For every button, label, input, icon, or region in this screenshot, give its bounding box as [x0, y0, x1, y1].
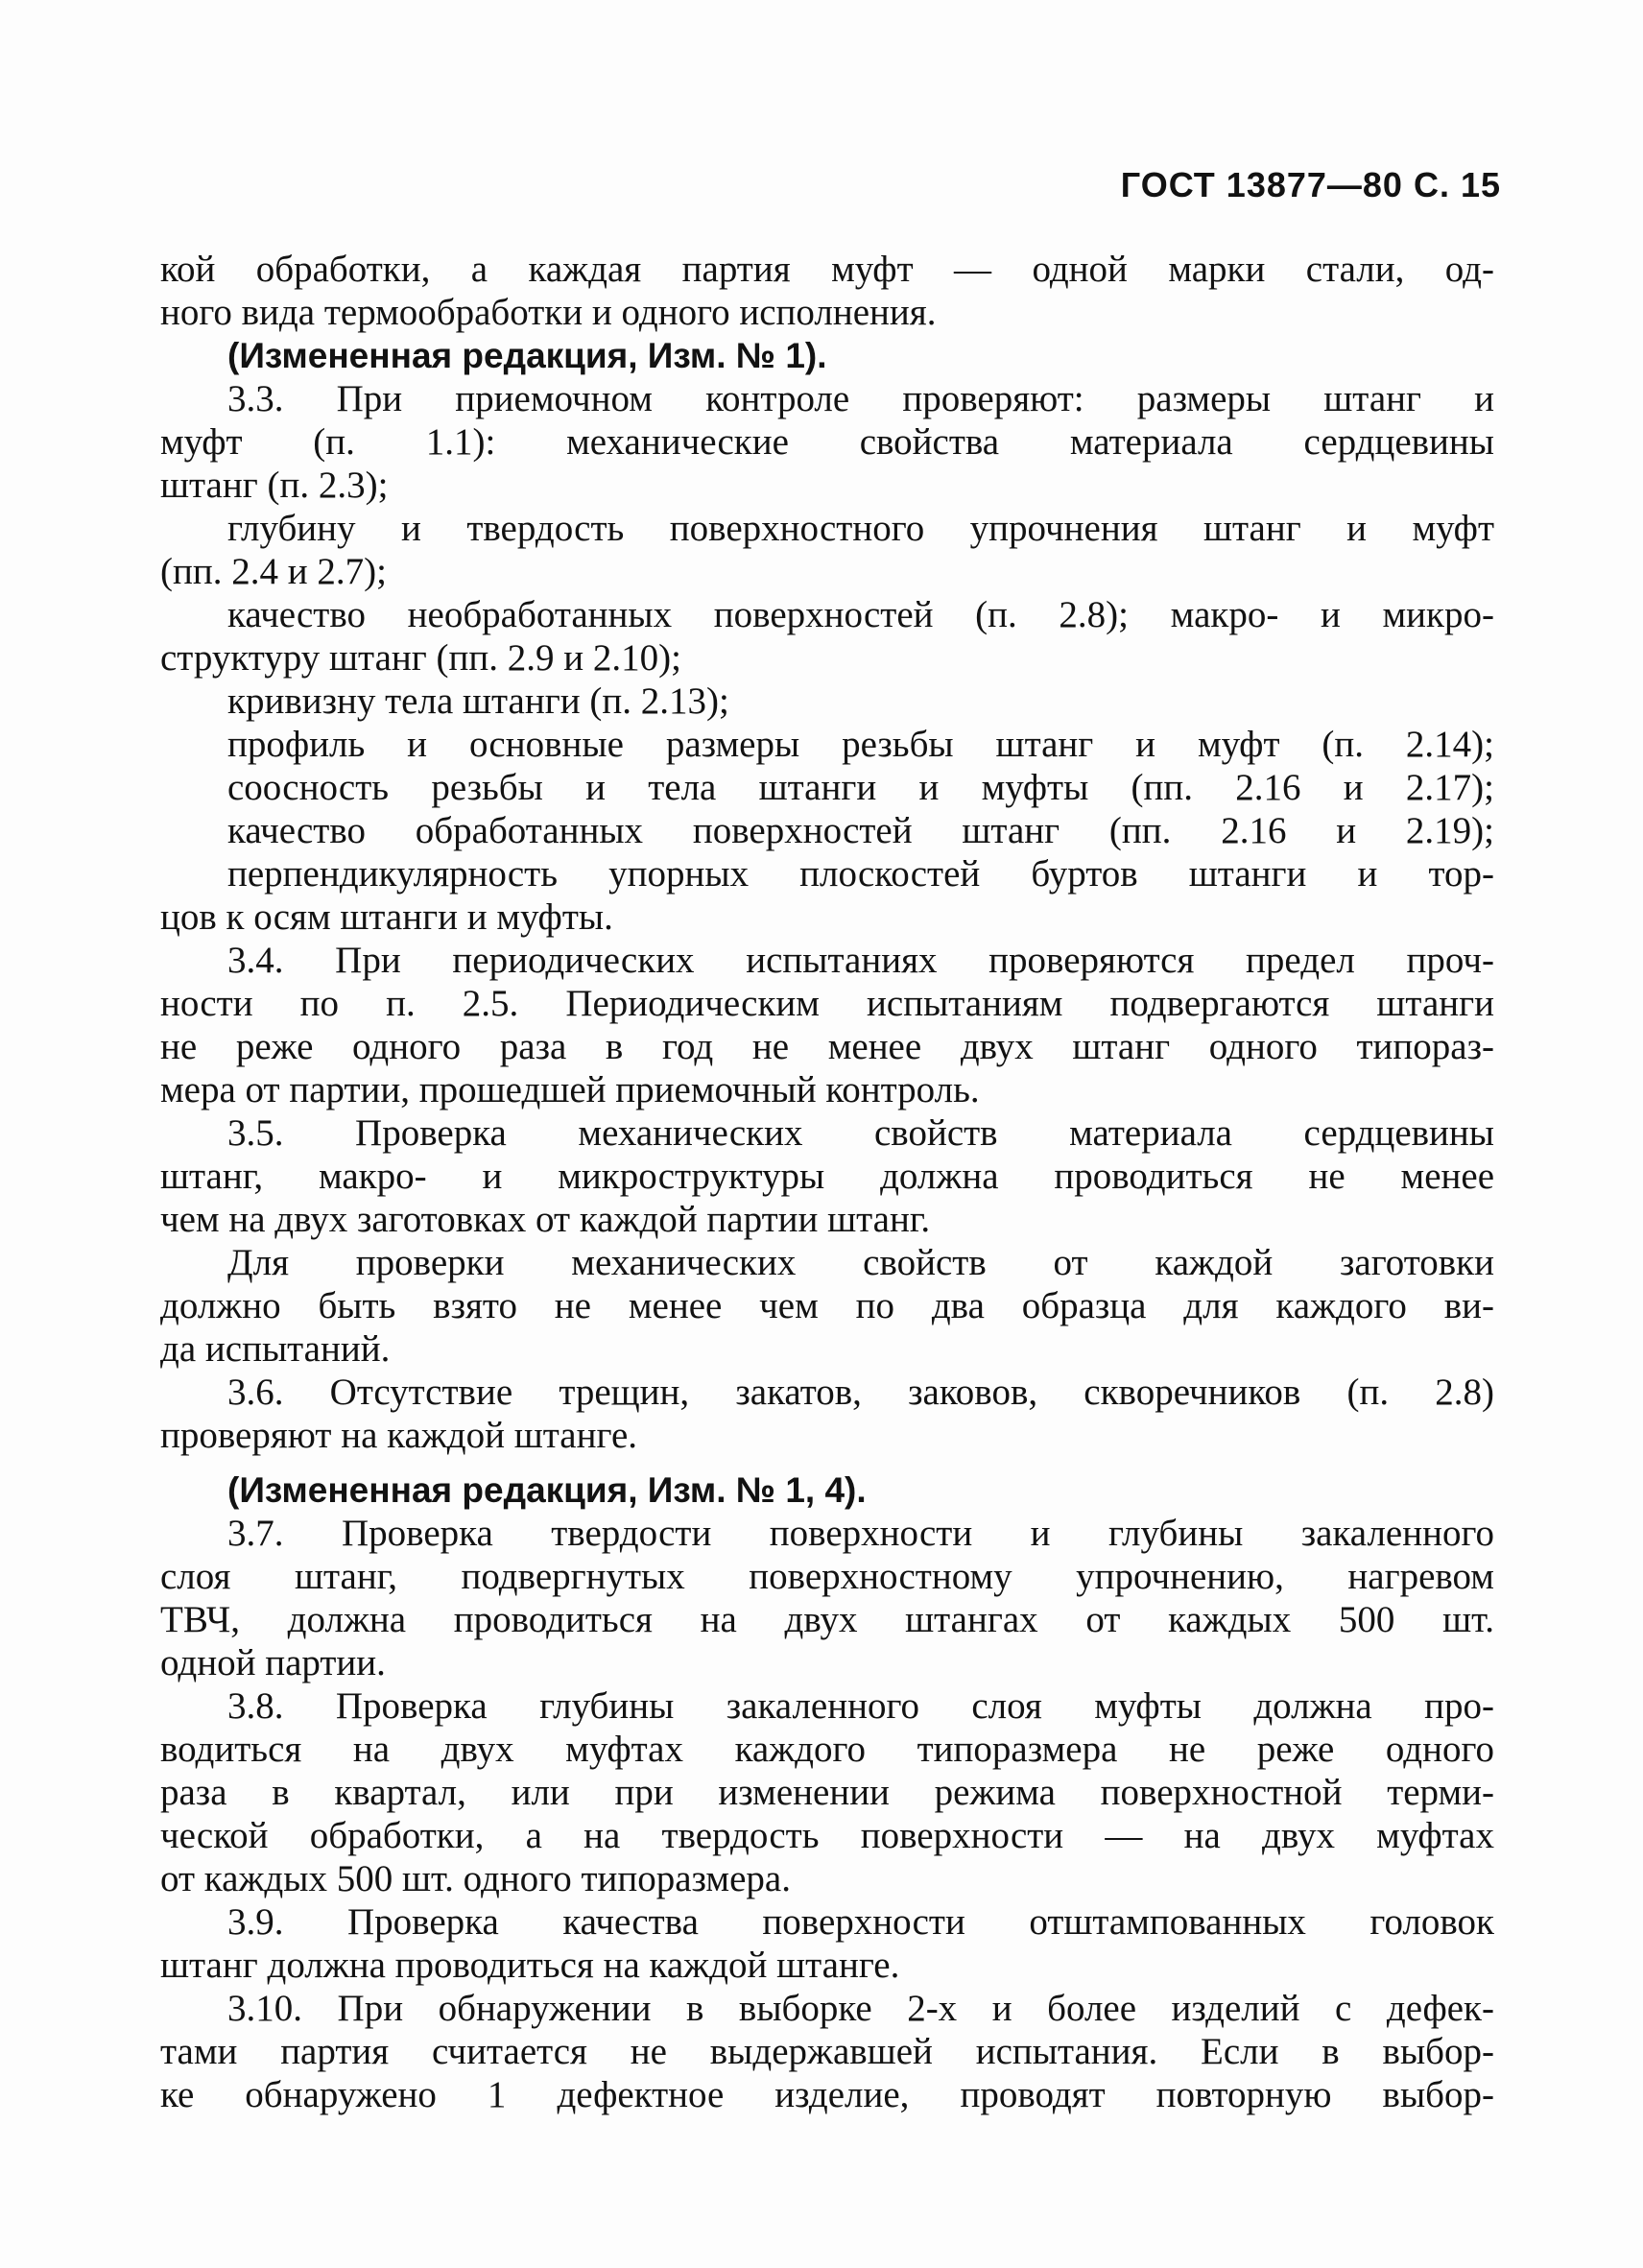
text-line: ного вида термообработки и одного исполнения. — [160, 292, 937, 333]
text-line: Для проверки механических свойств от каждой заготовки — [227, 1242, 1494, 1283]
amendment-note: (Измененная редакция, Изм. № 1). — [227, 336, 827, 375]
document-body — [160, 248, 1494, 2116]
text-line: от каждых 500 шт. одного типоразмера. — [160, 1858, 791, 1899]
text-line: качество необработанных поверхностей (п. 2.8); макро- и микро- — [227, 594, 1494, 635]
page-header: ГОСТ 13877—80 С. 15 — [1120, 165, 1501, 204]
text-line: качество обработанных поверхностей штанг (пп. 2.16 и 2.19); — [227, 810, 1494, 851]
text-line: проверяют на каждой штанге. — [160, 1415, 638, 1456]
text-line: 3.7. Проверка твердости поверхности и глубины закаленного — [227, 1513, 1494, 1554]
text-line: не реже одного раза в год не менее двух штанг одного типораз- — [160, 1026, 1494, 1067]
text-line: тами партия считается не выдержавшей испытания. Если в выбор- — [160, 2031, 1494, 2072]
text-line: чем на двух заготовках от каждой партии штанг. — [160, 1199, 931, 1240]
text-line: ческой обработки, а на твердость поверхности — на двух муфтах — [160, 1815, 1494, 1856]
text-line: глубину и твердость поверхностного упрочнения штанг и муфт — [227, 508, 1494, 549]
text-line: цов к осям штанги и муфты. — [160, 896, 613, 938]
text-line: штанг (п. 2.3); — [160, 465, 389, 506]
text-line: кривизну тела штанги (п. 2.13); — [227, 680, 729, 722]
text-line: мера от партии, прошедшей приемочный контроль. — [160, 1069, 980, 1110]
amendment-note: (Измененная редакция, Изм. № 1, 4). — [227, 1470, 867, 1510]
text-line: слоя штанг, подвергнутых поверхностному упрочнению, нагревом — [160, 1556, 1494, 1597]
text-line: 3.6. Отсутствие трещин, закатов, заковов, скворечников (п. 2.8) — [227, 1372, 1494, 1413]
text-line: структуру штанг (пп. 2.9 и 2.10); — [160, 637, 681, 679]
text-line: соосность резьбы и тела штанги и муфты (пп. 2.16 и 2.17); — [227, 767, 1494, 808]
text-line: штанг, макро- и микроструктуры должна проводиться не менее — [160, 1156, 1494, 1197]
text-line: (пп. 2.4 и 2.7); — [160, 551, 387, 592]
text-line: перпендикулярность упорных плоскостей буртов штанги и тор- — [227, 853, 1494, 895]
text-line: 3.8. Проверка глубины закаленного слоя муфты должна про- — [227, 1685, 1494, 1727]
text-line: 3.9. Проверка качества поверхности отштампованных головок — [227, 1901, 1494, 1943]
text-line: муфт (п. 1.1): механические свойства материала сердцевины — [160, 421, 1494, 463]
text-line: 3.4. При периодических испытаниях проверяются предел проч- — [227, 940, 1494, 981]
text-line: раза в квартал, или при изменении режима поверхностной терми- — [160, 1772, 1494, 1813]
text-line: ности по п. 2.5. Периодическим испытаниям подвергаются штанги — [160, 983, 1494, 1024]
text-line: ТВЧ, должна проводиться на двух штангах от каждых 500 шт. — [160, 1599, 1494, 1640]
text-line: одной партии. — [160, 1642, 386, 1683]
text-line: 3.3. При приемочном контроле проверяют: размеры штанг и — [227, 378, 1494, 419]
text-line: должно быть взято не менее чем по два образца для каждого ви- — [160, 1285, 1494, 1326]
text-line: 3.10. При обнаружении в выборке 2-х и более изделий с дефек- — [227, 1988, 1494, 2029]
text-line: штанг должна проводиться на каждой штанге. — [160, 1945, 900, 1986]
text-line: да испытаний. — [160, 1328, 391, 1370]
text-line: водиться на двух муфтах каждого типоразмера не реже одного — [160, 1729, 1494, 1770]
text-line: кой обработки, а каждая партия муфт — одной марки стали, од- — [160, 249, 1494, 290]
text-line: профиль и основные размеры резьбы штанг и муфт (п. 2.14); — [227, 724, 1494, 765]
text-line: 3.5. Проверка механических свойств материала сердцевины — [227, 1112, 1494, 1154]
text-line: ке обнаружено 1 дефектное изделие, проводят повторную выбор- — [160, 2074, 1494, 2115]
